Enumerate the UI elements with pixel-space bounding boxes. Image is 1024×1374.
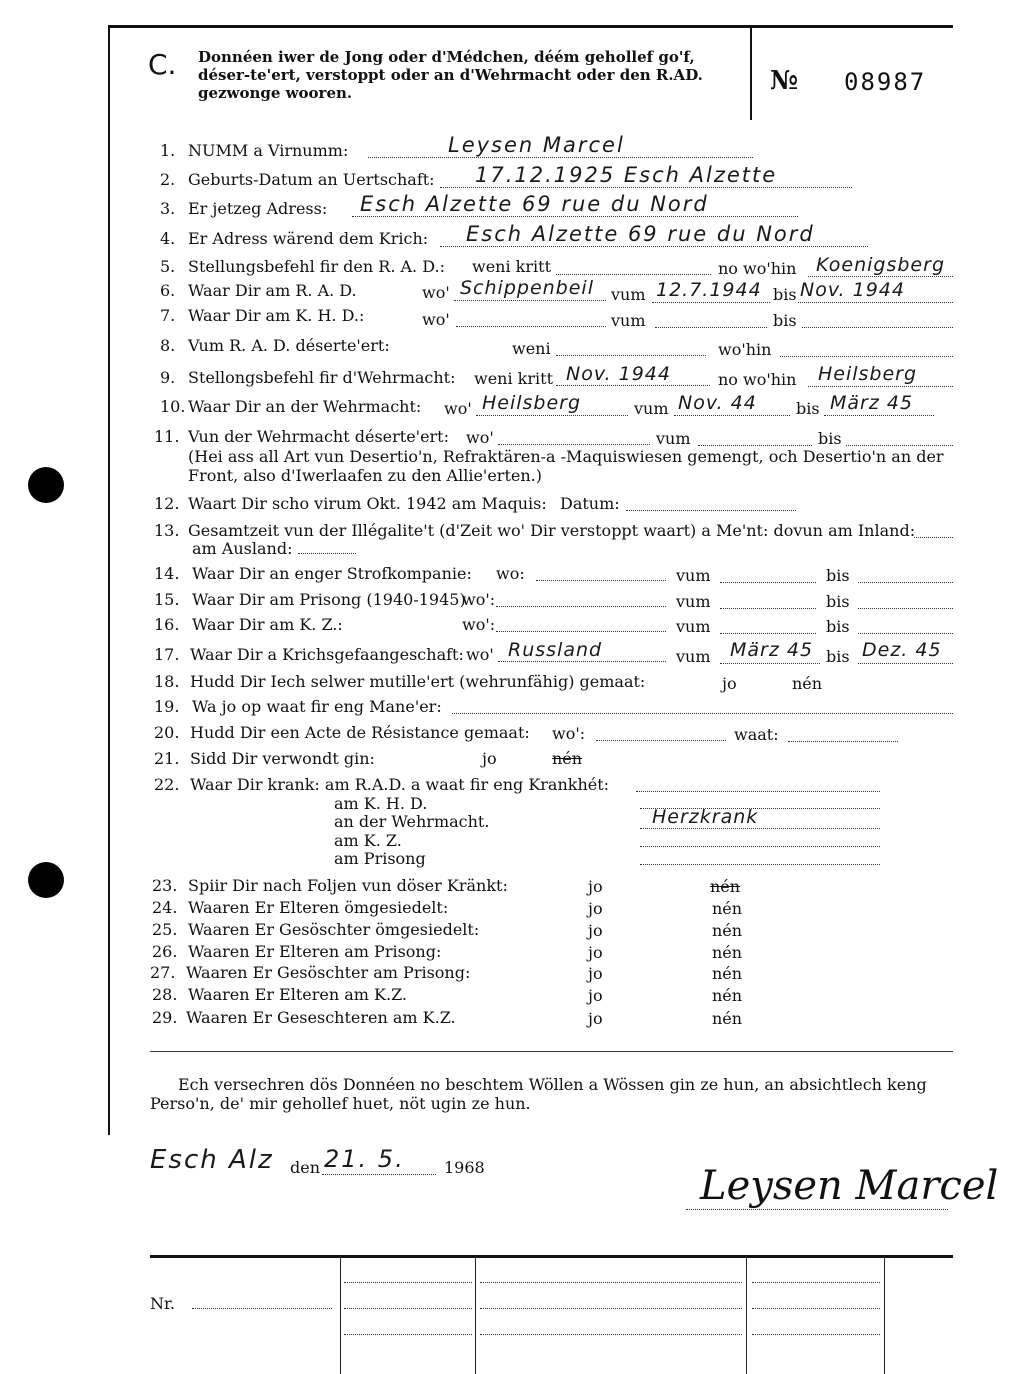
q12-datum-line	[626, 510, 796, 511]
q16-vum-label: vum	[676, 617, 711, 636]
q15-label: Waar Dir am Prisong (1940-1945)	[192, 590, 466, 609]
q18-label: Hudd Dir Iech selwer mutille'ert (wehrunfähig) gemaat:	[190, 672, 646, 691]
footer-cell-line-2	[344, 1308, 472, 1309]
q8-weni-label: weni	[512, 339, 551, 358]
q7-bis-line	[802, 327, 953, 328]
q6-answer-wo[interactable]: Schippenbeil	[460, 277, 594, 299]
q3-line	[352, 216, 798, 217]
q14-num: 14.	[154, 564, 180, 583]
q14-wo-line	[536, 580, 666, 581]
q17-wo-label: wo'	[466, 645, 494, 664]
signing-year: 1968	[444, 1158, 485, 1177]
signature[interactable]: Leysen Marcel	[700, 1163, 999, 1209]
q13-ausland-line	[298, 553, 356, 554]
q16-num: 16.	[154, 615, 180, 634]
section-letter: C.	[148, 48, 177, 81]
q4-line	[440, 246, 868, 247]
q11-bis-line	[846, 445, 953, 446]
q14-vum-line	[720, 582, 816, 583]
q10-label: Waar Dir an der Wehrmacht:	[188, 397, 422, 416]
footer-cell-line-7	[752, 1282, 880, 1283]
footer-col-divider-2	[475, 1258, 476, 1374]
q10-bis-line	[824, 415, 934, 416]
q27-jo[interactable]: jo	[588, 964, 603, 983]
q17-num: 17.	[154, 645, 180, 664]
punch-hole-top	[28, 467, 64, 503]
form-number: 08987	[844, 68, 927, 96]
q5-wohin-label: no wo'hin	[718, 259, 797, 278]
q28-label: Waaren Er Elteren am K.Z.	[188, 985, 408, 1004]
q27-num: 27.	[150, 963, 176, 982]
frame-left-border	[108, 25, 110, 1135]
q26-label: Waaren Er Elteren am Prisong:	[188, 942, 442, 961]
q14-vum-label: vum	[676, 566, 711, 585]
q5-label: Stellungsbefehl fir den R. A. D.:	[188, 257, 445, 276]
q21-nen-struck[interactable]: nén	[552, 749, 583, 768]
footer-top-border	[150, 1255, 953, 1258]
q29-num: 29.	[152, 1008, 178, 1027]
q6-num: 6.	[160, 281, 176, 300]
q6-vum-line	[652, 302, 770, 303]
q10-answer-bis[interactable]: März 45	[830, 392, 914, 414]
date-line	[322, 1174, 436, 1175]
q19-num: 19.	[154, 697, 180, 716]
q20-wo-label: wo':	[552, 724, 586, 743]
q9-answer-weni[interactable]: Nov. 1944	[566, 363, 671, 385]
q27-label: Waaren Er Gesöschter am Prisong:	[186, 963, 471, 982]
q15-vum-label: vum	[676, 592, 711, 611]
declaration-text: Ech versechren dös Donnéen no beschtem Wöllen a Wössen gin ze hun, an absichtlech keng Perso'n, de' mir gehollef huet, nöt ugin ze hun.	[150, 1075, 927, 1113]
q12-label: Waart Dir scho virum Okt. 1942 am Maquis:	[188, 494, 547, 513]
q9-weni-line	[556, 385, 710, 386]
q16-bis-line	[858, 633, 953, 634]
q5-num: 5.	[160, 257, 176, 276]
header-divider	[750, 28, 752, 120]
signature-line	[686, 1209, 948, 1210]
q22-label: Waar Dir krank: am R.A.D. a waat fir eng Krankhét:	[190, 775, 610, 794]
q10-vum-label: vum	[634, 399, 669, 418]
q10-bis-label: bis	[796, 399, 820, 418]
q23-label: Spiir Dir nach Foljen vun döser Kränkt:	[188, 876, 508, 895]
q8-wohin-label: wo'hin	[718, 340, 772, 359]
q4-num: 4.	[160, 229, 176, 248]
footer-cell-line-8	[752, 1308, 880, 1309]
q1-num: 1.	[160, 141, 176, 160]
q9-weni-label: weni kritt	[474, 369, 553, 388]
q11-vum-label: vum	[656, 429, 691, 448]
footer-cell-line-1	[344, 1282, 472, 1283]
q2-line	[440, 187, 852, 188]
q8-wohin-line	[780, 356, 953, 357]
q11-label: Vun der Wehrmacht déserte'ert:	[188, 427, 449, 446]
q11-note: (Hei ass all Art vun Desertio'n, Refraktären-a -Maquiswiesen gemengt, och Desertio'n an der Front, also d'Iwerlaafen zu den Allie'erten.)	[188, 447, 944, 485]
q13-label: Gesamtzeit vun der Illégalite't (d'Zeit wo' Dir verstoppt waart) a Me'nt: dovun am Inland:	[188, 521, 916, 540]
q20-label: Hudd Dir een Acte de Résistance gemaat:	[190, 723, 530, 742]
q11-wo-label: wo'	[466, 428, 494, 447]
q16-wo-label: wo':	[462, 615, 496, 634]
q7-wo-line	[456, 326, 606, 327]
q17-vum-line	[720, 663, 820, 664]
q13-num: 13.	[154, 521, 180, 540]
q26-nen[interactable]: nén	[712, 943, 743, 962]
q7-label: Waar Dir am K. H. D.:	[188, 306, 365, 325]
q6-answer-vum[interactable]: 12.7.1944	[656, 279, 762, 301]
q24-label: Waaren Er Elteren ömgesiedelt:	[188, 898, 449, 917]
q20-wo-line	[596, 740, 726, 741]
q20-waat-label: waat:	[734, 725, 779, 744]
q6-vum-label: vum	[611, 285, 646, 304]
q7-num: 7.	[160, 306, 176, 325]
q15-num: 15.	[154, 590, 180, 609]
footer-cell-line-6	[480, 1334, 742, 1335]
q11-wo-line	[498, 444, 650, 445]
q11-vum-line	[698, 445, 812, 446]
q6-bis-label: bis	[773, 285, 797, 304]
frame-top-border	[108, 25, 953, 28]
q9-wohin-line	[808, 386, 953, 387]
q20-waat-line	[788, 741, 898, 742]
q2-answer[interactable]: 17.12.1925 Esch Alzette	[475, 163, 778, 187]
q23-num: 23.	[152, 876, 178, 895]
q5-weni-label: weni kritt	[472, 257, 551, 276]
q18-num: 18.	[154, 672, 180, 691]
q19-line	[452, 713, 953, 714]
q14-wo-label: wo:	[496, 564, 525, 583]
q26-jo[interactable]: jo	[588, 943, 603, 962]
q24-num: 24.	[152, 898, 178, 917]
q13-ausland-label: am Ausland:	[192, 539, 293, 558]
q8-weni-line	[556, 355, 706, 356]
q25-jo[interactable]: jo	[588, 921, 603, 940]
q28-num: 28.	[152, 985, 178, 1004]
q1-label: NUMM a Virnumm:	[188, 141, 349, 160]
q5-weni-line	[556, 274, 711, 275]
q21-label: Sidd Dir verwondt gin:	[190, 749, 375, 768]
q22-rad-line	[636, 791, 880, 792]
q13-inland-line	[914, 537, 953, 538]
q23-nen-struck[interactable]: nén	[710, 877, 741, 896]
q5-wohin-line	[808, 276, 953, 277]
q8-num: 8.	[160, 336, 176, 355]
q9-answer-wohin[interactable]: Heilsberg	[818, 363, 918, 385]
q4-answer[interactable]: Esch Alzette 69 rue du Nord	[466, 222, 815, 246]
footer-col-divider-1	[340, 1258, 341, 1374]
q6-bis-line	[798, 302, 953, 303]
q21-num: 21.	[154, 749, 180, 768]
q16-bis-label: bis	[826, 617, 850, 636]
punch-hole-bottom	[28, 862, 64, 898]
den-label: den	[290, 1158, 321, 1177]
number-symbol: №	[770, 66, 799, 96]
q29-label: Waaren Er Geseschteren am K.Z.	[186, 1008, 456, 1027]
section-separator	[150, 1051, 953, 1052]
q7-wo-label: wo'	[422, 310, 450, 329]
footer-cell-line-3	[344, 1334, 472, 1335]
q29-nen[interactable]: nén	[712, 1009, 743, 1028]
q10-answer-vum[interactable]: Nov. 44	[678, 392, 757, 414]
q25-label: Waaren Er Gesöschter ömgesiedelt:	[188, 920, 480, 939]
q17-answer-bis[interactable]: Dez. 45	[862, 639, 942, 661]
q22-kz-line	[640, 846, 880, 847]
q24-jo[interactable]: jo	[588, 899, 603, 918]
q14-bis-label: bis	[826, 566, 850, 585]
q11-num: 11.	[154, 427, 180, 446]
footer-col-divider-3	[746, 1258, 747, 1374]
signing-date[interactable]: 21. 5.	[324, 1145, 405, 1173]
q15-wo-label: wo':	[462, 590, 496, 609]
footer-col-divider-4	[884, 1258, 885, 1374]
q9-num: 9.	[160, 368, 176, 387]
q29-jo[interactable]: jo	[588, 1009, 603, 1028]
q18-jo[interactable]: jo	[722, 674, 737, 693]
q26-num: 26.	[152, 942, 178, 961]
footer-nr-label: Nr.	[150, 1294, 175, 1313]
q22-num: 22.	[154, 775, 180, 794]
q10-wo-line	[476, 415, 628, 416]
q15-bis-line	[858, 608, 953, 609]
q17-answer-wo[interactable]: Russland	[508, 639, 603, 661]
q25-num: 25.	[152, 920, 178, 939]
q7-vum-line	[655, 327, 767, 328]
q1-answer[interactable]: Leysen Marcel	[448, 133, 625, 157]
q14-bis-line	[858, 582, 953, 583]
q18-nen[interactable]: nén	[792, 674, 823, 693]
q24-nen[interactable]: nén	[712, 899, 743, 918]
q22-sub-khd: am K. H. D.	[334, 794, 428, 813]
q16-label: Waar Dir am K. Z.:	[192, 615, 343, 634]
q7-bis-label: bis	[773, 311, 797, 330]
q17-vum-label: vum	[676, 647, 711, 666]
q16-vum-line	[720, 633, 816, 634]
q27-nen[interactable]: nén	[712, 964, 743, 983]
q1-line	[368, 157, 753, 158]
q5-answer-wohin[interactable]: Koenigsberg	[816, 254, 945, 276]
q6-wo-label: wo'	[422, 283, 450, 302]
q4-label: Er Adress wärend dem Krich:	[188, 229, 429, 248]
q16-wo-line	[496, 631, 666, 632]
footer-cell-line-9	[752, 1334, 880, 1335]
q2-label: Geburts-Datum an Uertschaft:	[188, 170, 435, 189]
q15-bis-label: bis	[826, 592, 850, 611]
q11-bis-label: bis	[818, 429, 842, 448]
q22-wehrmacht-line	[640, 828, 880, 829]
q17-wo-line	[498, 661, 666, 662]
q3-num: 3.	[160, 199, 176, 218]
q6-label: Waar Dir am R. A. D.	[188, 281, 357, 300]
q10-wo-label: wo'	[444, 399, 472, 418]
q15-wo-line	[496, 606, 666, 607]
q22-sub-prisong: am Prisong	[334, 849, 426, 868]
q9-label: Stellongsbefehl fir d'Wehrmacht:	[188, 368, 456, 387]
q10-answer-wo[interactable]: Heilsberg	[482, 392, 582, 414]
q2-num: 2.	[160, 170, 176, 189]
q17-bis-label: bis	[826, 647, 850, 666]
q23-jo[interactable]: jo	[588, 877, 603, 896]
q25-nen[interactable]: nén	[712, 921, 743, 940]
q10-vum-line	[674, 415, 790, 416]
q3-answer[interactable]: Esch Alzette 69 rue du Nord	[360, 192, 709, 216]
q17-bis-line	[858, 663, 953, 664]
q6-wo-line	[454, 300, 606, 301]
footer-nr-line	[192, 1308, 332, 1309]
q28-jo[interactable]: jo	[588, 986, 603, 1005]
q20-num: 20.	[154, 723, 180, 742]
footer-cell-line-5	[480, 1308, 742, 1309]
q17-answer-vum[interactable]: März 45	[730, 639, 814, 661]
q22-answer-wehrmacht[interactable]: Herzkrank	[652, 806, 759, 828]
q9-wohin-label: no wo'hin	[718, 370, 797, 389]
q22-prisong-line	[640, 864, 880, 865]
q22-sub-kz: am K. Z.	[334, 831, 402, 850]
signing-place[interactable]: Esch Alz	[150, 1145, 274, 1175]
q14-label: Waar Dir an enger Strofkompanie:	[192, 564, 472, 583]
q12-num: 12.	[154, 494, 180, 513]
q28-nen[interactable]: nén	[712, 986, 743, 1005]
form-title: Donnéen iwer de Jong oder d'Médchen, déém gehollef go'f, déser-te'ert, verstoppt oder an d'Wehrmacht oder den R.AD. gezwonge wooren.	[198, 48, 703, 102]
q21-jo[interactable]: jo	[482, 749, 497, 768]
q15-vum-line	[720, 608, 816, 609]
q8-label: Vum R. A. D. déserte'ert:	[188, 336, 390, 355]
q7-vum-label: vum	[611, 311, 646, 330]
q19-label: Wa jo op waat fir eng Mane'er:	[192, 697, 442, 716]
footer-cell-line-4	[480, 1282, 742, 1283]
q22-sub-wehrmacht: an der Wehrmacht.	[334, 812, 490, 831]
q3-label: Er jetzeg Adress:	[188, 199, 328, 218]
q6-answer-bis[interactable]: Nov. 1944	[800, 279, 905, 301]
q12-datum-label: Datum:	[560, 494, 620, 513]
q10-num: 10.	[160, 397, 186, 416]
q17-label: Waar Dir a Krichsgefaangeschaft:	[190, 645, 464, 664]
